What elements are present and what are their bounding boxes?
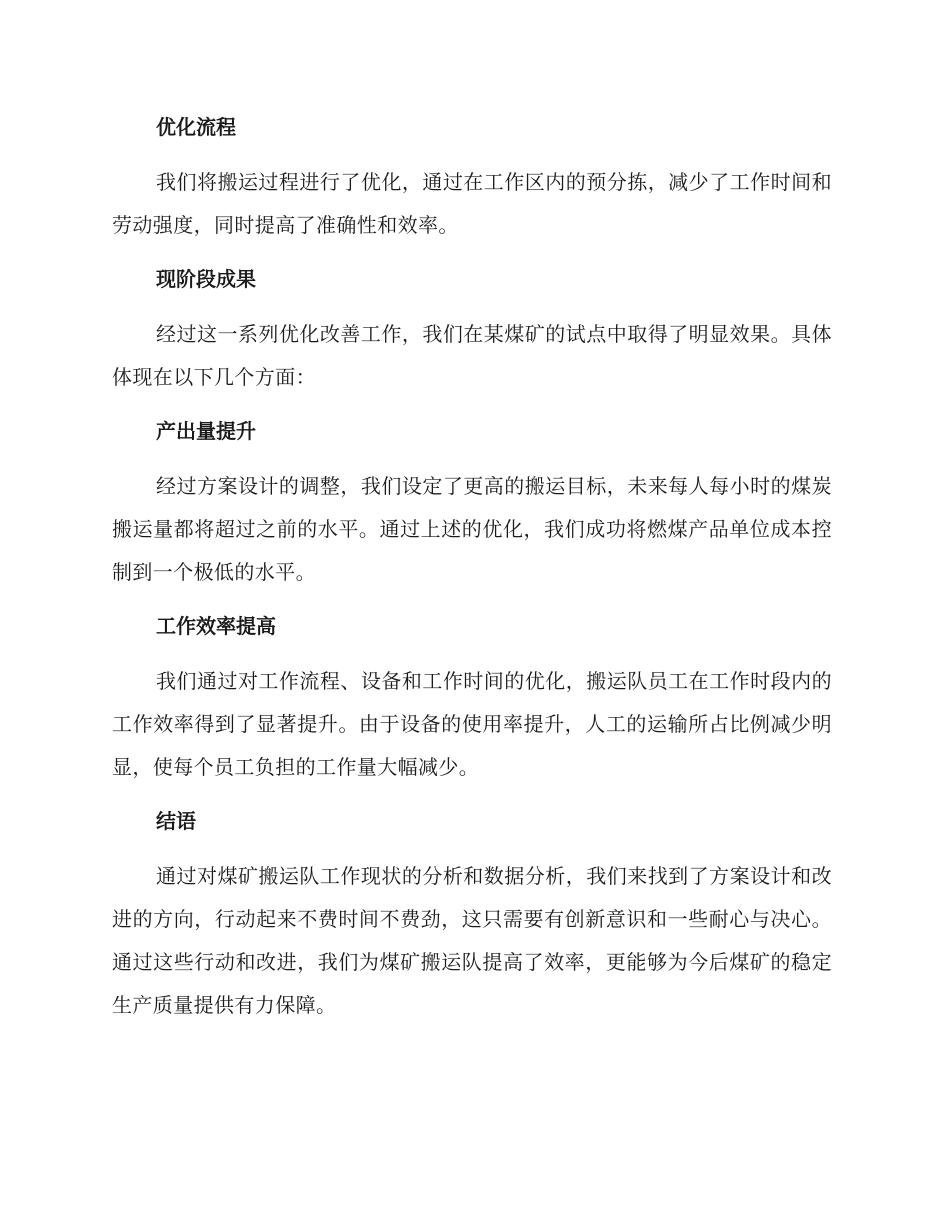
section-heading-current-results: 现阶段成果	[156, 267, 256, 291]
section-heading-optimize-process: 优化流程	[156, 115, 236, 139]
section-paragraph-conclusion: 通过对煤矿搬运队工作现状的分析和数据分析，我们来找到了方案设计和改进的方向，行动起来不费时间不费劲，这只需要有创新意识和一些耐心与决心。通过这些行动和改进，我们为煤矿搬运队提高了效率，更能够为今后煤矿的稳定生产质量提供有力保障。	[112, 864, 832, 1017]
section-paragraph-efficiency-improvement: 我们通过对工作流程、设备和工作时间的优化，搬运队员工在工作时段内的工作效率得到了显著提升。由于设备的使用率提升，人工的运输所占比例减少明显，使每个员工负担的工作量大幅减少。	[112, 669, 832, 779]
section-heading-conclusion: 结语	[156, 809, 196, 833]
section-heading-efficiency-improvement: 工作效率提高	[156, 614, 276, 638]
section-paragraph-current-results: 经过这一系列优化改善工作，我们在某煤矿的试点中取得了明显效果。具体体现在以下几个方面：	[112, 322, 832, 389]
document-page	[112, 108, 832, 1040]
section-paragraph-output-increase: 经过方案设计的调整，我们设定了更高的搬运目标，未来每人每小时的煤炭搬运量都将超过之前的水平。通过上述的优化，我们成功将燃煤产品单位成本控制到一个极低的水平。	[112, 474, 832, 584]
section-paragraph-optimize-process: 我们将搬运过程进行了优化，通过在工作区内的预分拣，减少了工作时间和劳动强度，同时提高了准确性和效率。	[112, 170, 832, 237]
section-heading-output-increase: 产出量提升	[156, 419, 256, 443]
